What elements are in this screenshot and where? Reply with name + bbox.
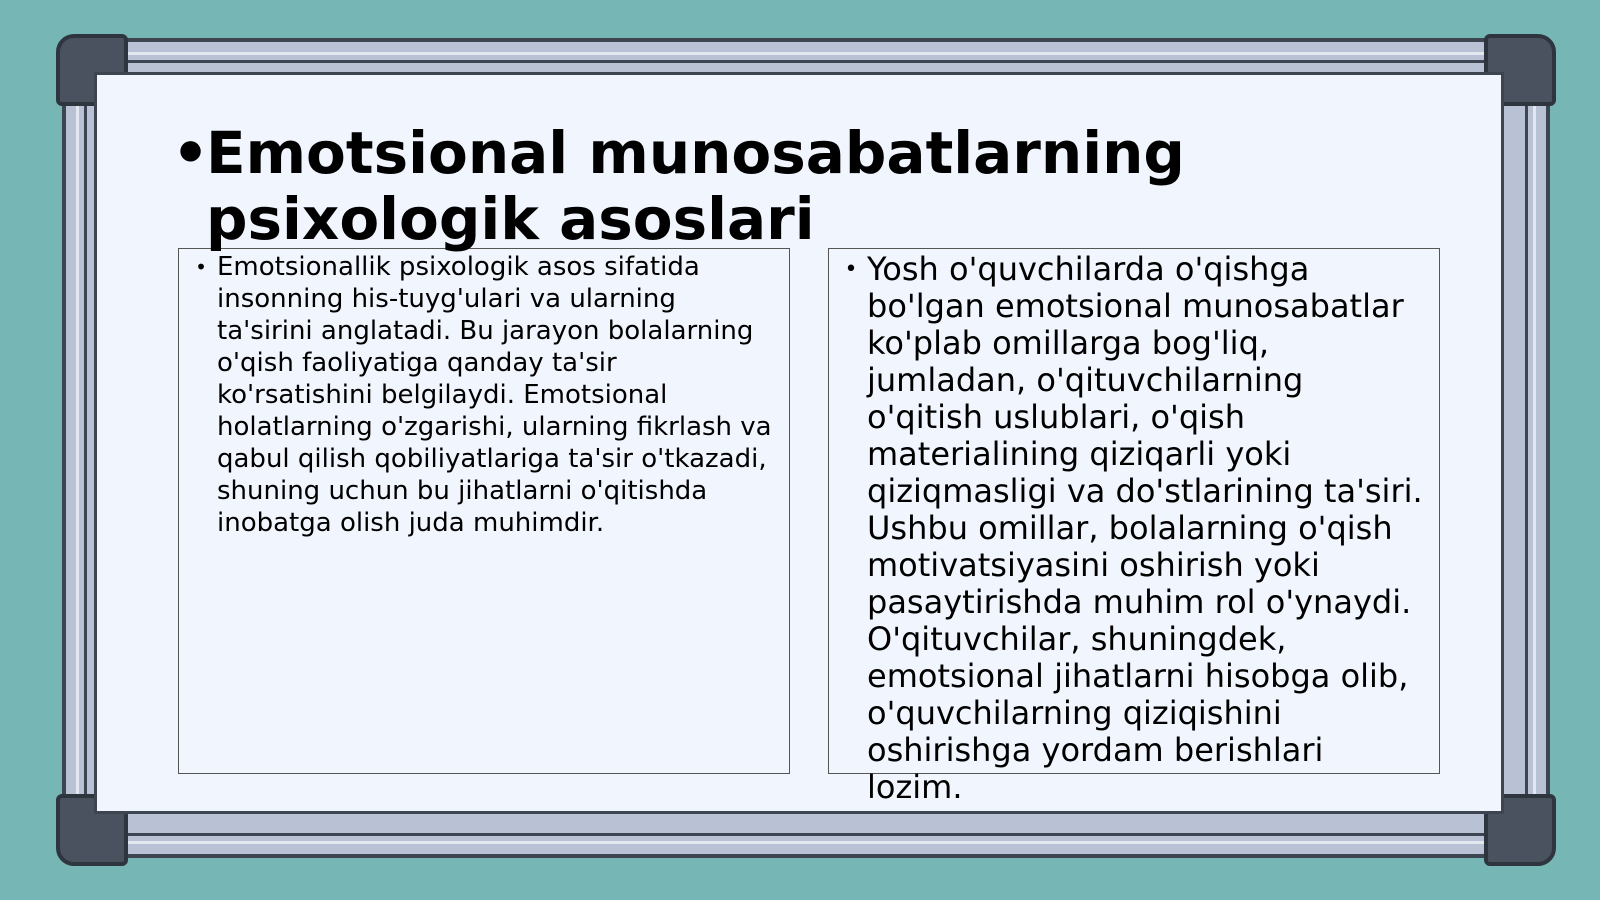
left-bullet-item: [179, 249, 789, 539]
right-content-box: [828, 248, 1440, 806]
right-bullet-text: Yosh o'quvchilarda o'qishga bo'lgan emotsional munosabatlar ko'plab omillarga bog'liq, jumladan, o'qituvchilarning o'qitish uslublari, o'qish materialining qiziqarli yoki qiziqmasligi va do'stlarining ta'siri. Ushbu omillar, bolalarning o'qish motivatsiyasini oshirish yoki pasaytirishda muhim rol o'ynaydi. O'qituvchilar, shuningdek, emotsional jihatlarni hisobga olib, o'quvchilarning qiziqishini oshirishga yordam berishlari lozim.: [867, 250, 1423, 806]
left-content-box: [178, 248, 790, 774]
title-text: Emotsional munosabatlarning psixologik asoslari: [206, 119, 1185, 253]
right-bullet-item: [829, 249, 1439, 806]
title-bullet: •: [172, 119, 210, 187]
left-bullet-text: Emotsionallik psixologik asos sifatida insonning his-tuyg'ulari va ularning ta'sirini anglatadi. Bu jarayon bolalarning o'qish faoliyatiga qanday ta'sir ko'rsatishini belgilaydi. Emotsional holatlarning o'zgarishi, ularning fikrlash va qabul qilish qobiliyatlariga ta'sir o'tkazadi, shuning uchun bu jihatlarni o'qitishda inobatga olish juda muhimdir.: [217, 252, 772, 538]
bullet-marker: •: [195, 255, 207, 279]
bullet-marker: •: [844, 257, 858, 282]
slide-title: [172, 120, 1272, 252]
